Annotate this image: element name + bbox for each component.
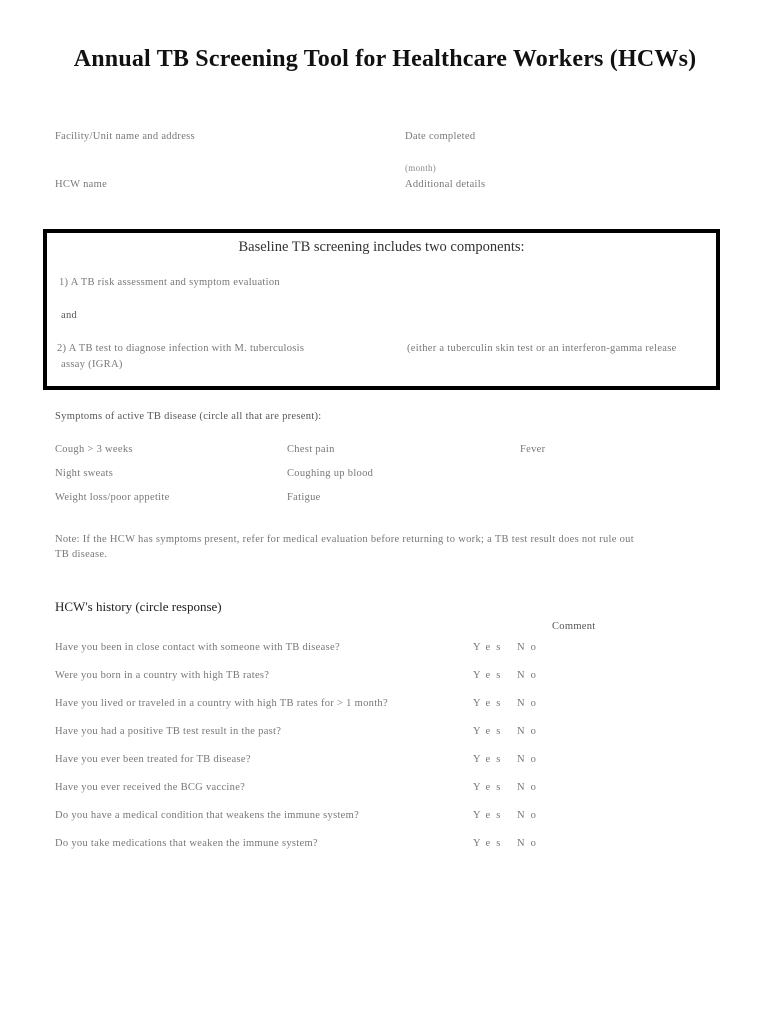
baseline-line-3-left: 2) A TB test to diagnose infection with M. tuberculosis [57,343,305,354]
no-option[interactable]: No [517,754,542,765]
yes-option[interactable]: Yes [473,698,507,709]
history-question: Have you ever received the BCG vaccine? [55,782,246,793]
history-question: Have you lived or traveled in a country with high TB rates for > 1 month? [55,698,388,709]
symptom-item[interactable]: Cough > 3 weeks [55,444,133,455]
no-option[interactable]: No [517,670,542,681]
yes-option[interactable]: Yes [473,726,507,737]
date-completed-label: Date completed [405,131,476,142]
date-month-label: (month) [405,163,437,173]
history-question: Have you had a positive TB test result in the past? [55,726,282,737]
baseline-screening-box [43,229,720,390]
no-option[interactable]: No [517,810,542,821]
symptom-item[interactable]: Weight loss/poor appetite [55,492,170,503]
no-option[interactable]: No [517,726,542,737]
no-option[interactable]: No [517,698,542,709]
symptoms-note-line-1: Note: If the HCW has symptoms present, refer for medical evaluation before returning to work; a TB test result does not rule out [55,534,634,545]
yes-option[interactable]: Yes [473,670,507,681]
history-question: Do you take medications that weaken the immune system? [55,838,318,849]
symptom-item[interactable]: Fatigue [287,492,321,503]
yes-option[interactable]: Yes [473,782,507,793]
hcw-name-label: HCW name [55,179,108,190]
history-question: Have you ever been treated for TB disease? [55,754,251,765]
history-heading: HCW's history (circle response) [55,599,222,614]
baseline-heading: Baseline TB screening includes two components: [238,239,525,255]
symptom-item[interactable]: Coughing up blood [287,468,374,479]
yes-option[interactable]: Yes [473,838,507,849]
page-title: Annual TB Screening Tool for Healthcare Workers (HCWs) [73,46,697,72]
symptoms-heading: Symptoms of active TB disease (circle all that are present): [55,411,322,422]
yes-option[interactable]: Yes [473,642,507,653]
history-question: Have you been in close contact with someone with TB disease? [55,642,340,653]
yes-option[interactable]: Yes [473,810,507,821]
baseline-line-1: 1) A TB risk assessment and symptom evaluation [59,277,280,288]
comment-column-label: Comment [552,621,596,632]
no-option[interactable]: No [517,642,542,653]
symptom-item[interactable]: Night sweats [55,468,114,479]
baseline-and: and [61,310,78,321]
no-option[interactable]: No [517,838,542,849]
history-question: Do you have a medical condition that weakens the immune system? [55,810,360,821]
baseline-line-3-right: (either a tuberculin skin test or an interferon-gamma release [407,343,677,354]
yes-option[interactable]: Yes [473,754,507,765]
no-option[interactable]: No [517,782,542,793]
facility-name-label: Facility/Unit name and address [55,131,195,142]
symptom-item[interactable]: Fever [520,444,546,455]
history-question: Were you born in a country with high TB rates? [55,670,270,681]
additional-details-label: Additional details [405,179,486,190]
symptom-item[interactable]: Chest pain [287,444,335,455]
baseline-line-4: assay (IGRA) [61,359,123,370]
symptoms-note-line-2: TB disease. [55,549,108,560]
